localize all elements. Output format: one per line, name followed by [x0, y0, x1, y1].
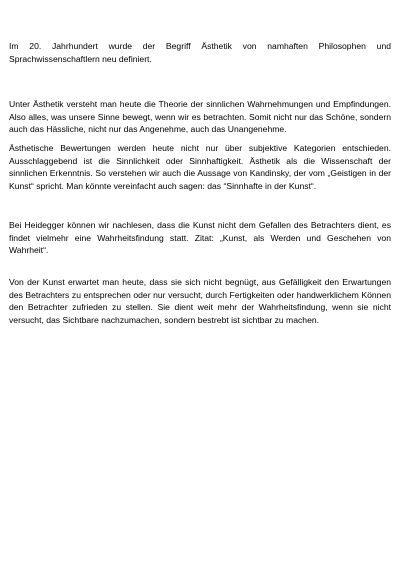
paragraph-sensory-perception: Unter Ästhetik versteht man heute die Theorie der sinnlichen Wahrnehmungen und Empfindungen. Also alles, was unsere Sinne bewegt, wenn wir es betrachten. Somit nicht nur das Schöne, sondern auch das Hässliche, nicht nur das Angenehme, auch das Unangenehme. — [9, 99, 391, 134]
paragraph-aesthetic-evaluation: Ästhetische Bewertungen werden heute nicht nur über subjektive Kategorien entschieden. Ausschlaggebend ist die Sinnlichkeit oder Sinnhaftigkeit. Ästhetik als die Wissenschaft der sinnlichen Erkenntnis. So verstehen wir auch die Aussage von Kandinsky, der vom „Geistigen in der Kunst“ spricht. Man könnte vereinfacht auch sagen: das “Sinnhafte in der Kunst“. — [9, 143, 391, 191]
paragraph-heidegger: Bei Heidegger können wir nachlesen, dass die Kunst nicht dem Gefallen des Betrachters dient, es findet vielmehr eine Wahrheitsfindung statt. Zitat: „Kunst, als Werden und Geschehen von Wahrheit“. — [9, 220, 391, 255]
paragraph-art-expectations: Von der Kunst erwartet man heute, dass sie sich nicht begnügt, aus Gefälligkeit den Erwartungen des Betrachters zu entsprechen oder nur versucht, durch Fertigkeiten oder handwerklichem Können den Betrachter zufrieden zu stellen. Sie dient weit mehr der Wahrheitsfindung, wenn sie nicht versucht, das Sichtbare nachzumachen, sondern bestrebt ist sichtbar zu machen. — [9, 277, 391, 325]
paragraph-aesthetics-definition: Im 20. Jahrhundert wurde der Begriff Ästhetik von namhaften Philosophen und Sprachwissenschaftlern neu definiert. — [9, 41, 391, 64]
